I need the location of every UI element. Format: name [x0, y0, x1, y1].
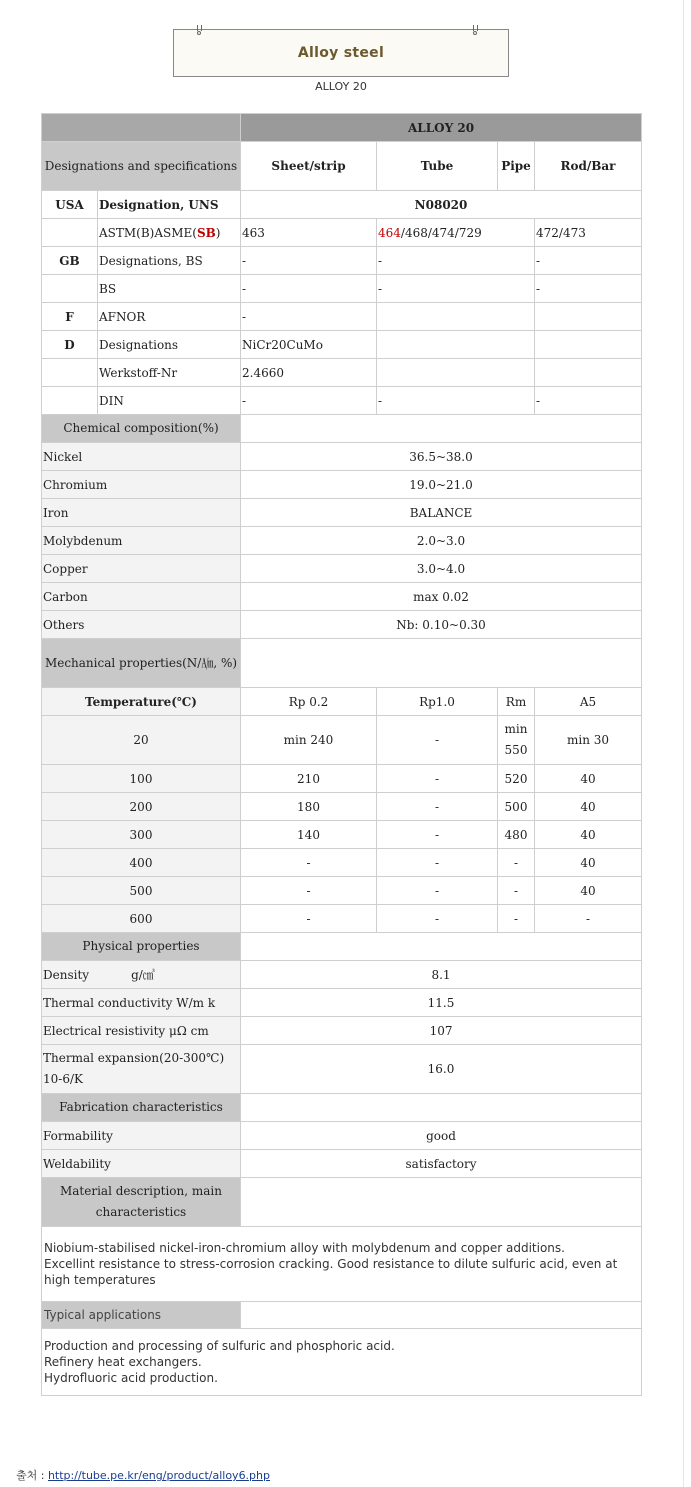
afnor-label: AFNOR [98, 303, 241, 331]
werkstoff-value: 2.4660 [241, 359, 377, 387]
mech-row [42, 877, 642, 905]
rm-header: Rm [498, 688, 535, 716]
a5-header: A5 [535, 688, 642, 716]
werkstoff-rod [535, 359, 642, 387]
werkstoff-label: Werkstoff-Nr [98, 359, 241, 387]
formability-label: Formability [42, 1122, 241, 1150]
col-pipe: Pipe [498, 142, 535, 191]
rp02-cell: 180 [241, 793, 377, 821]
thermal-conductivity-label: Thermal conductivity W/m k [42, 989, 241, 1017]
din-label: DIN [98, 387, 241, 415]
source-footer [16, 1467, 270, 1483]
material-description [42, 1227, 642, 1302]
title-banner [173, 29, 509, 77]
element-value: 19.0~21.0 [241, 471, 642, 499]
rm-cell: 500 [498, 793, 535, 821]
uns-label: Designation, UNS [98, 191, 241, 219]
page-subtitle: ALLOY 20 [315, 80, 367, 93]
weldability-value: satisfactory [241, 1150, 642, 1178]
rp02-cell: - [241, 849, 377, 877]
gb-tube: - [377, 247, 535, 275]
empty-cell [241, 1302, 642, 1329]
applications-list [42, 1329, 642, 1396]
rp10-cell: - [377, 905, 498, 933]
country-gb: GB [42, 247, 98, 275]
din-rod: - [535, 387, 642, 415]
afnor-rod [535, 303, 642, 331]
pin-icon [196, 25, 204, 35]
uns-value: N08020 [241, 191, 642, 219]
temp-cell: 600 [42, 905, 241, 933]
rm-cell: - [498, 877, 535, 905]
rm-cell: - [498, 849, 535, 877]
country-d: D [42, 331, 98, 359]
element-value: Nb: 0.10~0.30 [241, 611, 642, 639]
temperature-header: Temperature(℃) [42, 688, 241, 716]
thermal-expansion-value: 16.0 [241, 1045, 642, 1094]
density-unit: g/㎤ [131, 968, 155, 982]
empty-cell [42, 387, 98, 415]
a5-cell: 40 [535, 765, 642, 793]
bs-sheet: - [241, 275, 377, 303]
din-sheet: - [241, 387, 377, 415]
temp-cell: 200 [42, 793, 241, 821]
empty-cell [42, 219, 98, 247]
din-tube: - [377, 387, 535, 415]
d-tube [377, 331, 535, 359]
rp10-cell: - [377, 793, 498, 821]
weldability-label: Weldability [42, 1150, 241, 1178]
source-link[interactable]: http://tube.pe.kr/eng/product/alloy6.php [47, 1469, 270, 1482]
rp02-cell: 140 [241, 821, 377, 849]
alloy-header: ALLOY 20 [241, 114, 642, 142]
empty-cell [241, 1094, 642, 1122]
rm-cell: 480 [498, 821, 535, 849]
description-line: Niobium-stabilised nickel-iron-chromium alloy with molybdenum and copper additions. [44, 1241, 565, 1255]
country-usa: USA [42, 191, 98, 219]
physical-section-title: Physical properties [42, 933, 241, 961]
astm-sheet: 463 [241, 219, 377, 247]
density-value: 8.1 [241, 961, 642, 989]
gb-rod: - [535, 247, 642, 275]
afnor-tube [377, 303, 535, 331]
temp-cell: 400 [42, 849, 241, 877]
application-item: Refinery heat exchangers. [44, 1355, 202, 1369]
page-title: Alloy steel [297, 45, 385, 61]
temp-cell: 300 [42, 821, 241, 849]
element-value: 36.5~38.0 [241, 443, 642, 471]
bs-label: BS [98, 275, 241, 303]
rm-cell: 520 [498, 765, 535, 793]
astm-tube: 464/468/474/729 [377, 219, 535, 247]
a5-cell: 40 [535, 849, 642, 877]
empty-cell [241, 415, 642, 443]
rp10-cell: - [377, 877, 498, 905]
resistivity-label: Electrical resistivity μΩ cm [42, 1017, 241, 1045]
element-name: Iron [42, 499, 241, 527]
header-blank-cell [42, 114, 241, 142]
source-label: 출처 : [16, 1469, 48, 1482]
thermal-conductivity-value: 11.5 [241, 989, 642, 1017]
col-sheet-strip: Sheet/strip [241, 142, 377, 191]
rm-cell: min 550 [498, 716, 535, 765]
mech-row [42, 765, 642, 793]
element-value: max 0.02 [241, 583, 642, 611]
rp02-header: Rp 0.2 [241, 688, 377, 716]
chemical-section-title: Chemical composition(%) [42, 415, 241, 443]
col-tube: Tube [377, 142, 498, 191]
mech-row [42, 716, 642, 765]
astm-rod: 472/473 [535, 219, 642, 247]
empty-cell [241, 933, 642, 961]
application-item: Production and processing of sulfuric and phosphoric acid. [44, 1339, 395, 1353]
rm-cell: - [498, 905, 535, 933]
empty-cell [241, 639, 642, 688]
mech-row [42, 849, 642, 877]
a5-cell: 40 [535, 793, 642, 821]
applications-section-title: Typical applications [42, 1302, 241, 1329]
element-value: 3.0~4.0 [241, 555, 642, 583]
rp02-cell: min 240 [241, 716, 377, 765]
element-name: Nickel [42, 443, 241, 471]
d-rod [535, 331, 642, 359]
col-rod-bar: Rod/Bar [535, 142, 642, 191]
fabrication-section-title: Fabrication characteristics [42, 1094, 241, 1122]
material-section-title: Material description, main characteristics [42, 1178, 241, 1227]
country-f: F [42, 303, 98, 331]
afnor-sheet: - [241, 303, 377, 331]
bs-rod: - [535, 275, 642, 303]
empty-cell [42, 275, 98, 303]
temp-cell: 20 [42, 716, 241, 765]
rp02-cell: - [241, 877, 377, 905]
application-item: Hydrofluoric acid production. [44, 1371, 218, 1385]
rp02-cell: 210 [241, 765, 377, 793]
page-edge-divider [683, 0, 684, 1487]
empty-cell [42, 359, 98, 387]
gb-designation-label: Designations, BS [98, 247, 241, 275]
rp10-cell: - [377, 765, 498, 793]
element-name: Copper [42, 555, 241, 583]
mech-row [42, 821, 642, 849]
pin-icon [472, 25, 480, 35]
a5-cell: 40 [535, 877, 642, 905]
element-name: Others [42, 611, 241, 639]
alloy-spec-table [41, 113, 642, 1396]
mechanical-section-title: Mechanical properties(N/㏟, %) [42, 639, 241, 688]
rp10-cell: - [377, 716, 498, 765]
rp02-cell: - [241, 905, 377, 933]
temp-cell: 100 [42, 765, 241, 793]
temp-cell: 500 [42, 877, 241, 905]
element-value: 2.0~3.0 [241, 527, 642, 555]
rp10-cell: - [377, 821, 498, 849]
mech-row [42, 793, 642, 821]
density-label: Density g/㎤ [42, 961, 241, 989]
rp10-header: Rp1.0 [377, 688, 498, 716]
mech-row [42, 905, 642, 933]
designations-section-title: Designations and specifications [42, 142, 241, 191]
formability-value: good [241, 1122, 642, 1150]
element-name: Chromium [42, 471, 241, 499]
gb-sheet: - [241, 247, 377, 275]
werkstoff-tube [377, 359, 535, 387]
element-name: Molybdenum [42, 527, 241, 555]
a5-cell: min 30 [535, 716, 642, 765]
a5-cell: 40 [535, 821, 642, 849]
astm-label: ASTM(B)ASME(SB) [98, 219, 241, 247]
description-line: Excellint resistance to stress-corrosion cracking. Good resistance to dilute sulfuric acid, even at high temperatures [44, 1257, 618, 1287]
element-name: Carbon [42, 583, 241, 611]
empty-cell [241, 1178, 642, 1227]
d-designation-value: NiCr20CuMo [241, 331, 377, 359]
rp10-cell: - [377, 849, 498, 877]
thermal-expansion-label: Thermal expansion(20-300℃) 10-6/K [42, 1045, 241, 1094]
a5-cell: - [535, 905, 642, 933]
d-designation-label: Designations [98, 331, 241, 359]
element-value: BALANCE [241, 499, 642, 527]
resistivity-value: 107 [241, 1017, 642, 1045]
bs-tube: - [377, 275, 535, 303]
